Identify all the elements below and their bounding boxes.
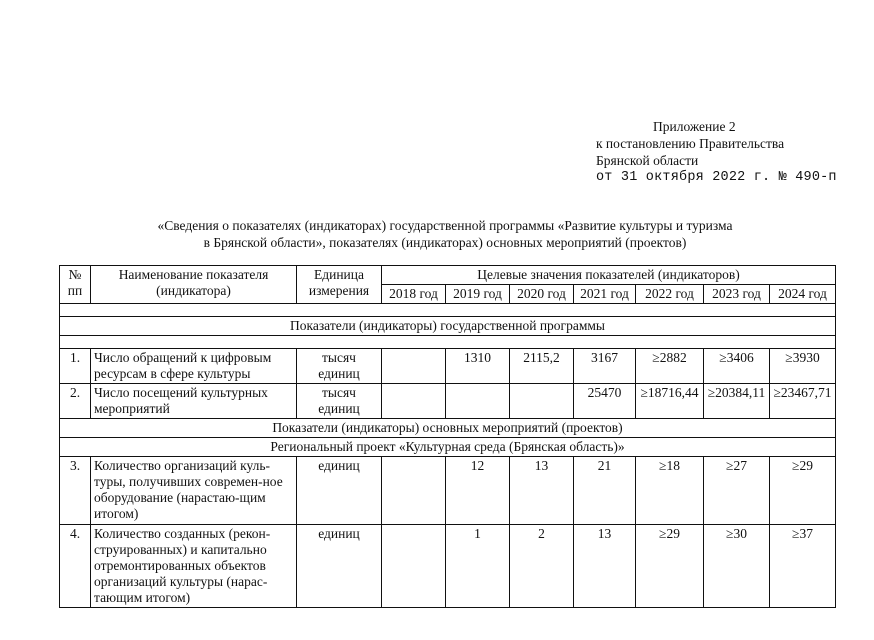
spacer-row [60, 336, 836, 349]
table-row [60, 384, 836, 419]
header-year-2020: 2020 год [510, 285, 574, 304]
value-2020: 2115,2 [510, 349, 574, 384]
row-name: Количество созданных (рекон-струированных) и капитально отремонтированных объектов организаций культуры (нарас-тающим итогом) [91, 525, 297, 608]
value-2022: ≥29 [636, 525, 704, 608]
section-activity-indicators: Показатели (индикаторы) основных мероприятий (проектов) [60, 419, 836, 438]
value-2020: 13 [510, 457, 574, 525]
header-year-2024: 2024 год [770, 285, 836, 304]
header-name: Наименование показателя (индикатора) [91, 266, 297, 304]
header-year-2021: 2021 год [574, 285, 636, 304]
value-2018 [382, 384, 446, 419]
table-row [60, 349, 836, 384]
value-2021: 3167 [574, 349, 636, 384]
value-2021: 21 [574, 457, 636, 525]
value-2022: ≥18 [636, 457, 704, 525]
header-year-2022: 2022 год [636, 285, 704, 304]
appendix-date-number: от 31 октября 2022 г. № 490-п [596, 170, 837, 185]
section-program-indicators: Показатели (индикаторы) государственной программы [60, 317, 836, 336]
header-unit: Единица измерения [297, 266, 382, 304]
indicators-table [59, 265, 836, 608]
value-2018 [382, 349, 446, 384]
row-number: 3. [60, 457, 91, 525]
value-2019: 12 [446, 457, 510, 525]
row-name: Число обращений к цифровым ресурсам в сфере культуры [91, 349, 297, 384]
value-2020 [510, 384, 574, 419]
row-unit: тысяч единиц [297, 349, 382, 384]
value-2024: ≥29 [770, 457, 836, 525]
value-2023: ≥3406 [704, 349, 770, 384]
table-row [60, 525, 836, 608]
section-regional-project: Региональный проект «Культурная среда (Брянская область)» [60, 438, 836, 457]
value-2019: 1310 [446, 349, 510, 384]
appendix-line-region: Брянской области [596, 153, 699, 168]
value-2024: ≥3930 [770, 349, 836, 384]
value-2018 [382, 457, 446, 525]
table-row [60, 457, 836, 525]
value-2021: 13 [574, 525, 636, 608]
row-unit: единиц [297, 525, 382, 608]
row-unit: единиц [297, 457, 382, 525]
document-title [110, 217, 780, 251]
value-2019 [446, 384, 510, 419]
value-2018 [382, 525, 446, 608]
value-2021: 25470 [574, 384, 636, 419]
header-year-2019: 2019 год [446, 285, 510, 304]
value-2024: ≥23467,71 [770, 384, 836, 419]
row-number: 2. [60, 384, 91, 419]
row-name: Число посещений культурных мероприятий [91, 384, 297, 419]
row-unit: тысяч единиц [297, 384, 382, 419]
value-2019: 1 [446, 525, 510, 608]
value-2022: ≥2882 [636, 349, 704, 384]
value-2023: ≥20384,11 [704, 384, 770, 419]
header-number: № пп [60, 266, 91, 304]
document-title-line-2: в Брянской области», показателях (индикаторах) основных мероприятий (проектов) [203, 235, 687, 250]
row-number: 1. [60, 349, 91, 384]
appendix-title: Приложение 2 [653, 119, 736, 134]
row-number: 4. [60, 525, 91, 608]
row-name: Количество организаций куль-туры, получивших современ-ное оборудование (нарастаю-щим итогом) [91, 457, 297, 525]
header-targets: Целевые значения показателей (индикаторов) [382, 266, 836, 285]
header-year-2023: 2023 год [704, 285, 770, 304]
appendix-line-decree: к постановлению Правительства [596, 136, 785, 151]
value-2020: 2 [510, 525, 574, 608]
value-2023: ≥30 [704, 525, 770, 608]
value-2023: ≥27 [704, 457, 770, 525]
header-year-2018: 2018 год [382, 285, 446, 304]
document-title-line-1: «Сведения о показателях (индикаторах) государственной программы «Развитие культуры и туризма [157, 218, 733, 233]
spacer-row [60, 304, 836, 317]
value-2022: ≥18716,44 [636, 384, 704, 419]
value-2024: ≥37 [770, 525, 836, 608]
appendix-block [596, 118, 837, 186]
